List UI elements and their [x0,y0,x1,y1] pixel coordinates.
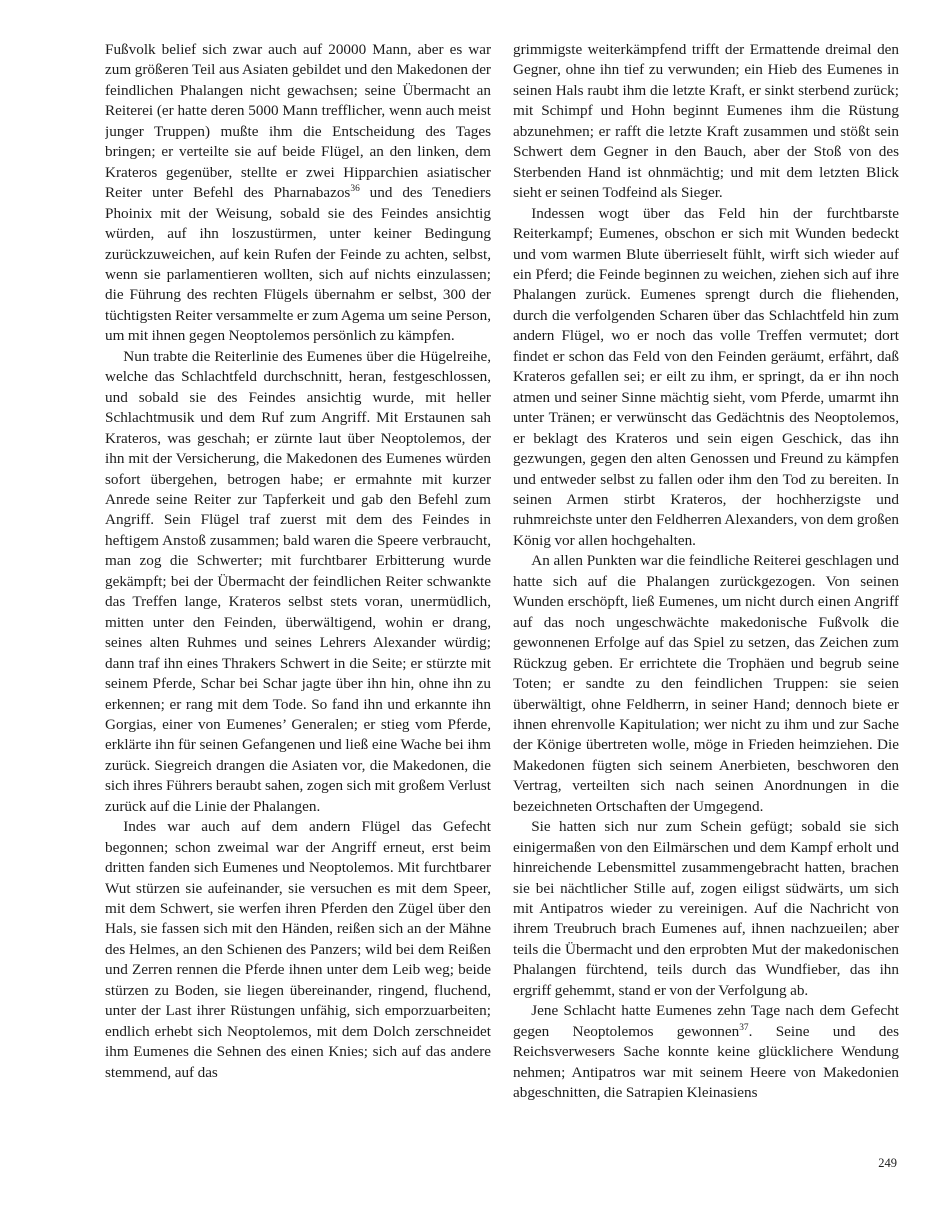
paragraph: Fußvolk belief sich zwar auch auf 20000 Mann, aber es war zum größeren Teil aus Asiaten gebildet und den Makedonen der feindlichen Phalangen nicht gewachsen; seine Übermacht an Reiterei (er hatte deren 5000 Mann trefflicher, wenn auch meist junger Truppen) mußte ihm die Entscheidung des Tages bringen; er verteilte sie auf beide Flügel, an den linken, dem Krateros gegenüber, stellte er zwei Hipparchien asiatischer Reiter unter Befehl des Pharnabazos$^{36}$ und des Tenediers Phoinix mit der Weisung, sobald sie des Feindes ansichtig würden, auf ihn loszustürmen, unter keiner Bedingung zurückzuweichen, auf kein Rufen der Feinde zu achten, selbst, wenn sie parlamentieren wollten, sich auf nichts einzulassen; die Führung des rechten Flügels übernahm er selbst, 300 der tüchtigsten Reiter versammelte er zum Agema um seine Person, um mit ihnen gegen Neoptolemos persönlich zu kämpfen. [105,41,492,345]
footnote-marker: 36 [350,184,360,195]
right-column [513,40,899,1148]
footnote-marker: 37 [739,1022,749,1033]
paragraph: Jene Schlacht hatte Eumenes zehn Tage nach dem Gefecht gegen Neoptolemos gewonnen$^{37}$. Seine und des Reichsverwesers Sache konnte keine glücklichere Wendung nehmen; Antipatros war mit seinem Heere von Makedonien abgeschnitten, die Satrapien Kleinasiens [513,1002,899,1102]
paragraph: An allen Punkten war die feindliche Reiterei geschlagen und hatte sich auf die Phalangen zurückgezogen. Von seinen Wunden erschöpft, ließ Eumenes, um nicht durch einen Angriff auf das noch ungeschwächte makedonische Fußvolk die gewonnenen Erfolge auf das Spiel zu setzen, das Zeichen zum Rückzug geben. Er errichtete die Trophäen und begrub seine Toten; er sandte zu den feindlichen Truppen: sie seien überwältigt, ohne Feldherrn, in seiner Hand; dennoch biete er ihnen ehrenvolle Kapitulation; wer nicht zu ihm und zur Sache der Könige übertreten wolle, möge in Frieden heimziehen. Die Makedonen fügten sich seinem Anerbieten, beschworen den Vertrag, verteilten sich nach seinen Anordnungen in die bezeichneten Ortschaften der Umgegend. [513,552,899,815]
book-page [105,40,899,1180]
paragraph: Nun trabte die Reiterlinie des Eumenes über die Hügelreihe, welche das Schlachtfeld durchschnitt, heran, festgeschlossen, und sobald sie des Feindes ansichtig wurde, mit heller Schlachtmusik und dem Ruf zum Angriff. Mit Erstaunen sah Krateros, was geschah; er zürnte laut über Neoptolemos, der ihn mit der Versicherung, die Makedonen des Eumenes würden sofort übergehen, betrogen habe; er ermahnte mit kurzer Anrede seine Reiter zur Tapferkeit und gab den Befehl zum Angriff. Sein Flügel traf zuerst mit dem des Feindes in heftigem Anstoß zusammen; bald waren die Speere verbraucht, man zog die Schwerter; mit furchtbarer Erbitterung wurde gekämpft; bei der Übermacht der feindlichen Reiter schwankte das Treffen lange, Krateros selbst stets voran, unermüdlich, mitten unter den Feinden, überwältigend, wohin er drang, seines alten Ruhmes und seines Lehrers Alexander würdig; dann traf ihn eines Thrakers Schwert in die Seite; er stürzte mit seinem Pferde, Schar bei Schar jagte über ihn hin, ohne ihn zu erkennen; er rang mit dem Tode. So fand ihn und erkannte ihn Gorgias, einer von Eumenes’ Generalen; er stieg vom Pferde, erklärte ihn für seinen Gefangenen und ließ eine Wache bei ihm zurück. Siegreich drangen die Asiaten vor, die Makedonen, die sich ihres Führers beraubt sahen, zogen sich mit großem Verlust zurück auf die Linie der Phalangen. [105,347,491,815]
paragraph: Indessen wogt über das Feld hin der furchtbarste Reiterkampf; Eumenes, obschon er sich mit Wunden bedeckt und vom warmen Blute überrieselt fühlt, wirft sich wieder auf ein Pferd; die Feinde beginnen zu weichen, ziehen sich auf ihre Phalangen zurück. Eumenes sprengt durch die fliehenden, durch die verfolgenden Scharen über das Schlachtfeld hin zum andern Flügel, wo er noch das volle Treffen vermutet; dort findet er schon das Feld von den Feinden geräumt, erfährt, daß Krateros gefallen sei; er eilt zu ihm, er springt, da er ihn noch atmen und seiner Sinne mächtig sieht, vom Pferde, umarmt ihn unter Tränen; er verwünscht das Gedächtnis des Neoptolemos, er beklagt des Krateros und sein eigen Geschick, das ihn gezwungen, gegen den alten Genossen und Freund zu kämpfen und entweder selbst zu fallen oder ihm den Tod zu bereiten. In seinen Armen stirbt Krateros, der hochherzigste und ruhmreichste unter den Feldherren Alexanders, von dem großen König vor allen hochgehalten. [513,204,899,549]
text-columns [105,40,899,1148]
paragraph: grimmigste weiterkämpfend trifft der Ermattende dreimal den Gegner, ohne ihn tief zu verwunden; ein Hieb des Eumenes in seinen Hals raubt ihm die letzte Kraft, er sinkt sterbend zurück; mit Schimpf und Hohn beginnt Eumenes ihm die Rüstung abzunehmen; er rafft die letzte Kraft zusammen und stößt sein Schwert dem Gegner in den Bauch, aber der Stoß von des Sterbenden Hand ist ohnmächtig; und mit dem letzten Blick sieht er seinen Todfeind als Sieger. [513,41,899,202]
left-column [105,40,491,1148]
page-number: 249 [878,1156,897,1170]
paragraph: Indes war auch auf dem andern Flügel das Gefecht begonnen; schon zweimal war der Angriff erneut, erst beim dritten fanden sich Eumenes und Neoptolemos. Mit furchtbarer Wut stürzen sie aufeinander, sie versuchen es mit dem Speer, mit dem Schwert, sie werfen ihren Pferden den Zügel über den Hals, sie fassen sich mit den Händen, reißen sich an der Mähne des Helmes, an den Schienen des Panzers; wild bei dem Reißen und Zerren rennen die Pferde ihnen unter dem Leib weg; beide stürzen zu Boden, sie liegen übereinander, ringend, fluchend, unter der Last ihrer Rüstungen unfähig, sich emporzuarbeiten; endlich erhebt sich Neoptolemos, mit dem Dolch zerschneidet ihm Eumenes die Sehnen des einen Knies; sich auf das andere stemmend, auf das [105,818,491,1081]
paragraph: Sie hatten sich nur zum Schein gefügt; sobald sie sich einigermaßen von den Eilmärschen und dem Kampf erholt und hinreichende Lebensmittel zusammengebracht hatten, brachen sie bei nächtlicher Stille auf, zogen eiligst südwärts, um sich mit Antipatros wieder zu vereinigen. Auf die Nachricht von ihrem Treubruch brach Eumenes auf, ihnen nachzueilen; aber teils die Übermacht und den erprobten Mut der makedonischen Phalangen fürchtend, teils durch das Wundfieber, das ihn ergriff gehemmt, stand er von der Verfolgung ab. [513,818,899,999]
